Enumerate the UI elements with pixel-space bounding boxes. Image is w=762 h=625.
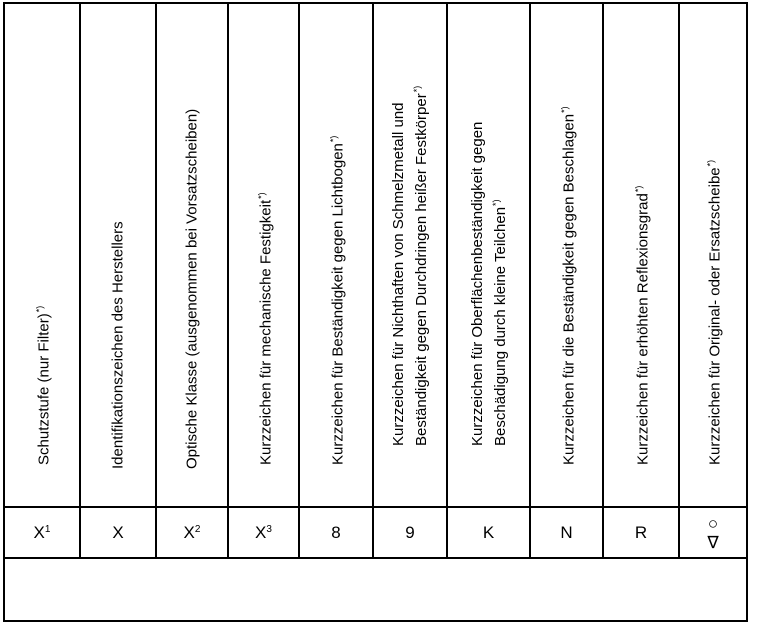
circle-icon: ○ [707,513,719,533]
header-schutzstufe: Schutzstufe (nur Filter)*) [34,305,53,465]
header-oberflaechenbestaendigkeit: Kurzzeichen für Oberflächenbeständigkeit gegen Beschädigung durch kleine Teilchen*) [468,121,509,446]
column-schmelzmetall [374,4,448,559]
header-lichtbogen: Kurzzeichen für Beständigkeit gegen Lichtbogen*) [328,135,347,465]
header-identifikationszeichen: Identifikationszeichen des Herstellers [109,221,127,469]
header-mechanische-festigkeit: Kurzzeichen für mechanische Festigkeit*) [256,192,274,465]
column-original-ersatzscheibe [680,4,746,559]
header-reflexionsgrad: Kurzzeichen für erhöhten Reflexionsgrad*) [633,185,652,465]
header-optische-klasse: Optische Klasse (ausgenommen bei Vorsatzscheiben) [183,108,201,469]
marking-table [3,2,748,622]
column-beschlagen [531,4,604,559]
column-mechanische-festigkeit [229,4,300,559]
header-original-ersatzscheibe: Kurzzeichen für Original- oder Ersatzscheibe*) [705,159,724,465]
symbol-optische-klasse: X $^2$ [183,522,201,542]
symbol-original-ersatzscheibe [680,508,746,557]
symbol-schutzstufe: X $^1$ [33,522,51,542]
table-footer-row [5,557,746,622]
column-optische-klasse [157,4,229,559]
column-reflexionsgrad [604,4,680,559]
triangle-down-icon: ∇ [707,532,719,552]
symbol-reflexionsgrad: R [634,522,648,542]
header-schmelzmetall: Kurzzeichen für Nichthaften von Schmelzmetall und Beständigkeit gegen Durchdringen heißer Festkörper*) [390,85,430,446]
symbol-oberflaechenbestaendigkeit: K [482,522,495,542]
symbol-lichtbogen: 8 [331,522,341,542]
symbol-mechanische-festigkeit: X $^3$ [255,522,272,542]
symbol-identifikationszeichen: X [112,522,124,542]
header-beschlagen: Kurzzeichen für die Beständigkeit gegen Beschlagen*) [559,106,577,465]
column-identifikationszeichen [81,4,157,559]
symbol-schmelzmetall: 9 [405,522,415,542]
symbol-beschlagen: N [560,522,573,542]
column-oberflaechenbestaendigkeit [448,4,531,559]
column-lichtbogen [300,4,374,559]
column-schutzstufe [5,4,81,559]
